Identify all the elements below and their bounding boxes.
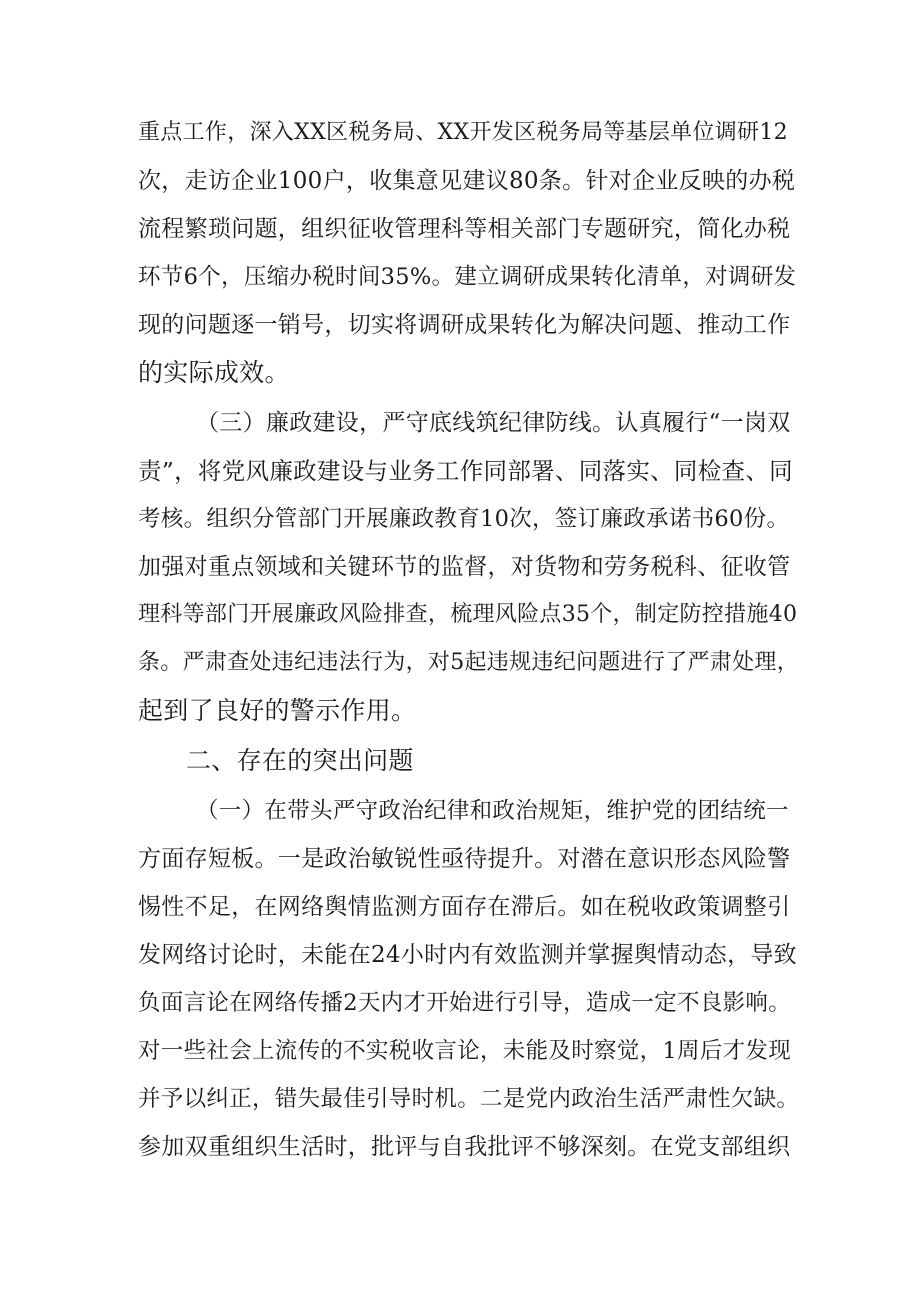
body-line: 考核。组织分管部门开展廉政教育10次，签订廉政承诺书60份。 — [138, 506, 790, 532]
body-line: 参加双重组织生活时，批评与自我批评不够深刻。在党支部组织 — [138, 1134, 791, 1160]
section-lead-line: （三）廉政建设，严守底线筑纪律防线。认真履行“一岗双 — [196, 410, 791, 436]
body-line: 的实际成效。 — [138, 358, 290, 387]
section-heading: 二、存在的突出问题 — [186, 746, 414, 775]
body-line: 理科等部门开展廉政风险排查，梳理风险点35个，制定防控措施40 — [138, 602, 798, 627]
body-line: 加强对重点领域和关键环节的监督，对货物和劳务税科、征收管 — [138, 554, 791, 580]
body-line: 惕性不足，在网络舆情监测方面存在滞后。如在税收政策调整引 — [138, 894, 791, 920]
body-line: 并予以纠正，错失最佳引导时机。二是党内政治生活严肃性欠缺。 — [138, 1086, 800, 1112]
body-line: 次，走访企业100户，收集意见建议80条。针对企业反映的办税 — [138, 168, 796, 194]
section-lead-line: （一）在带头严守政治纪律和政治规矩，维护党的团结统一 — [196, 798, 789, 824]
body-line: 环节6个，压缩办税时间35%。建立调研成果转化清单，对调研发 — [138, 264, 797, 290]
body-line: 责”，将党风廉政建设与业务工作同部署、同落实、同检查、同 — [138, 457, 793, 485]
body-line: 起到了良好的警示作用。 — [138, 696, 417, 725]
body-line: 现的问题逐一销号，切实将调研成果转化为解决问题、推动工作 — [138, 312, 791, 338]
body-line: 负面言论在网络传播2天内才开始进行引导，造成一定不良影响。 — [138, 990, 792, 1016]
body-line: 发网络讨论时，未能在24小时内有效监测并掌握舆情动态，导致 — [138, 942, 797, 968]
body-line: 流程繁琐问题，组织征收管理科等相关部门专题研究，简化办税 — [138, 216, 791, 242]
body-line: 方面存短板。一是政治敏锐性亟待提升。对潜在意识形态风险警 — [138, 846, 791, 872]
body-line: 条。严肃查处违纪违法行为，对5起违规违纪问题进行了严肃处理， — [138, 650, 799, 675]
body-line: 重点工作，深入XX区税务局、XX开发区税务局等基层单位调研12 — [138, 120, 788, 145]
body-line: 对一些社会上流传的不实税收言论，未能及时察觉，1周后才发现 — [138, 1038, 792, 1064]
